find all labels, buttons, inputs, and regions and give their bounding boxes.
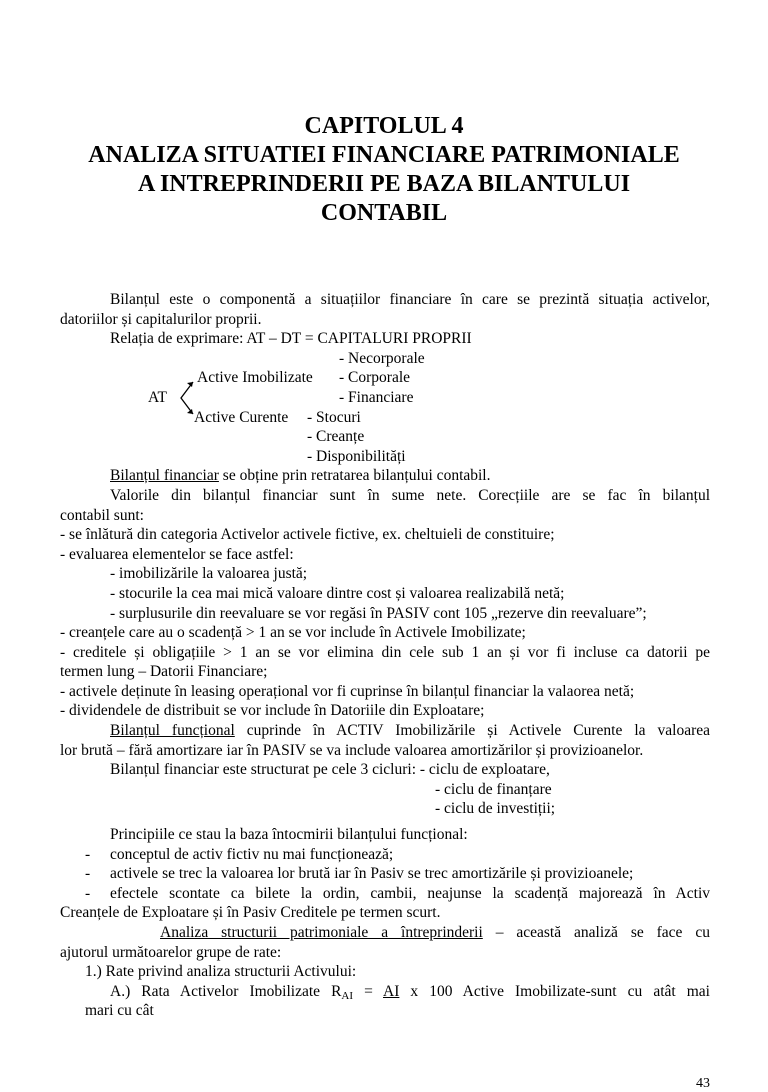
scheme-necorporale: - Necorporale	[339, 349, 425, 367]
principle-text: conceptul de activ fictiv nu mai funcționează;	[110, 845, 394, 863]
paragraph-line: lor brută – fără amortizare iar în PASIV se va include valoarea amortizărilor și provizioanelor.	[60, 741, 644, 759]
scheme-active-curente: Active Curente	[194, 408, 289, 426]
list-item: - activele deținute în leasing operațional vor fi cuprinse în bilanțul financiar la valaorea netă;	[60, 682, 635, 700]
principle-text: efectele scontate ca bilete la ordin, cambii, neajunse la scadență majorează în Activ	[110, 884, 710, 902]
list-item: - surplusurile din reevaluare se vor regăsi în PASIV cont 105 „rezerve din reevaluare”;	[110, 604, 647, 622]
formula-numerator: AI	[383, 982, 400, 1000]
scheme-at: AT	[148, 388, 167, 406]
list-item: - imobilizările la valoarea justă;	[110, 565, 308, 583]
paragraph-line: ajutorul următoarelor grupe de rate:	[60, 943, 282, 961]
scheme-row	[60, 427, 710, 447]
principle-item	[60, 864, 710, 884]
cycles-row	[60, 799, 710, 819]
cycle-investitii: - ciclu de investiții;	[435, 800, 556, 818]
term-analiza-structurii: Analiza structurii patrimoniale a întreprinderii	[160, 924, 483, 941]
scheme-stocuri: - Stocuri	[307, 408, 361, 426]
scheme-corporale: - Corporale	[339, 369, 411, 387]
scheme-row	[60, 388, 710, 408]
dash-bullet: -	[85, 845, 91, 863]
chapter-title	[0, 112, 768, 228]
scheme-row	[60, 408, 710, 428]
scheme-row	[60, 349, 710, 369]
chapter-title-line: ANALIZA SITUATIEI FINANCIARE PATRIMONIALE	[88, 142, 680, 168]
term-bilant-financiar: Bilanțul financiar	[110, 467, 219, 485]
list-item: - se înlătură din categoria Activelor activele fictive, ex. cheltuieli de constituire;	[60, 526, 555, 544]
cycles-row	[60, 780, 710, 800]
list-item: - dividendele de distribuit se vor include în Datoriile din Exploatare;	[60, 702, 485, 720]
relation-line: Relația de exprimare: AT – DT = CAPITALURI PROPRII	[110, 330, 472, 348]
paragraph-line: mari cu cât	[85, 1002, 154, 1020]
formula-eq: =	[353, 982, 384, 1000]
page-number: 43	[696, 1076, 710, 1091]
paragraph-line: datoriilor și capitalurilor proprii.	[60, 310, 262, 328]
list-item: - creanțele care au o scadență > 1 an se vor include în Activele Imobilizate;	[60, 624, 526, 642]
scheme-disponibilitati: - Disponibilități	[307, 447, 406, 465]
chapter-title-line: CONTABIL	[320, 200, 448, 226]
dash-bullet: -	[85, 884, 91, 902]
paragraph-line	[60, 923, 710, 943]
dash-bullet: -	[85, 865, 91, 883]
term-bilant-functional: Bilanțul funcțional	[110, 722, 235, 740]
scheme-creante: - Creanțe	[307, 428, 365, 446]
paragraph-line	[60, 466, 710, 486]
cycle-finantare: - ciclu de finanțare	[435, 780, 552, 798]
formula-rest: x 100 Active Imobilizate-sunt cu atât mai	[399, 982, 710, 1000]
scheme-row	[60, 368, 710, 388]
principle-item	[60, 845, 710, 865]
paragraph-text: – această analiză se face cu	[482, 924, 710, 941]
paragraph-line: Bilanțul este o componentă a situațiilor financiare în care se prezintă situația activelor,	[110, 291, 710, 308]
chapter-title-line: A INTREPRINDERII PE BAZA BILANTULUI	[137, 171, 631, 197]
formula-subscript: AI	[341, 989, 354, 1002]
cycles-intro: Bilanțul financiar este structurat pe cele 3 cicluri: - ciclu de exploatare,	[110, 761, 550, 779]
list-item: - stocurile la cea mai mică valoare dintre cost și valoarea realizabilă netă;	[110, 584, 565, 602]
list-item: - creditele și obligațiile > 1 an se vor elimina din cele sub 1 an și vor fi incluse ca datorii pe	[60, 643, 710, 661]
paragraph-line	[60, 721, 710, 741]
principle-continuation: Creanțele de Exploatare și în Pasiv Creditele pe termen scurt.	[60, 904, 441, 922]
paragraph-line: contabil sunt:	[60, 506, 144, 524]
scheme-active-imobilizate: Active Imobilizate	[197, 369, 313, 387]
section-heading	[60, 962, 710, 982]
principle-item	[60, 884, 710, 904]
formula-prefix: A.) Rata Activelor Imobilizate R	[110, 982, 342, 1000]
principles-intro: Principiile ce stau la baza întocmirii bilanțului funcțional:	[110, 826, 468, 844]
paragraph-line: Valorile din bilanțul financiar sunt în sume nete. Corecțiile are se fac în bilanțul	[110, 486, 710, 504]
document-body	[60, 290, 710, 1021]
scheme-row	[60, 447, 710, 467]
chapter-number: CAPITOLUL 4	[304, 113, 464, 139]
scheme-financiare: - Financiare	[339, 388, 414, 406]
ratios-heading: 1.) Rate privind analiza structurii Activului:	[85, 963, 357, 981]
principle-text: activele se trec la valoarea lor brută iar în Pasiv se trec amortizările și provizioanele;	[110, 865, 634, 883]
paragraph-text: cuprinde în ACTIV Imobilizările și Activele Curente la valoarea	[234, 722, 710, 740]
list-item: - evaluarea elementelor se face astfel:	[60, 545, 294, 563]
list-item: termen lung – Datorii Financiare;	[60, 663, 268, 681]
paragraph-text: se obține prin retratarea bilanțului contabil.	[218, 467, 491, 485]
formula-line	[60, 982, 710, 1002]
